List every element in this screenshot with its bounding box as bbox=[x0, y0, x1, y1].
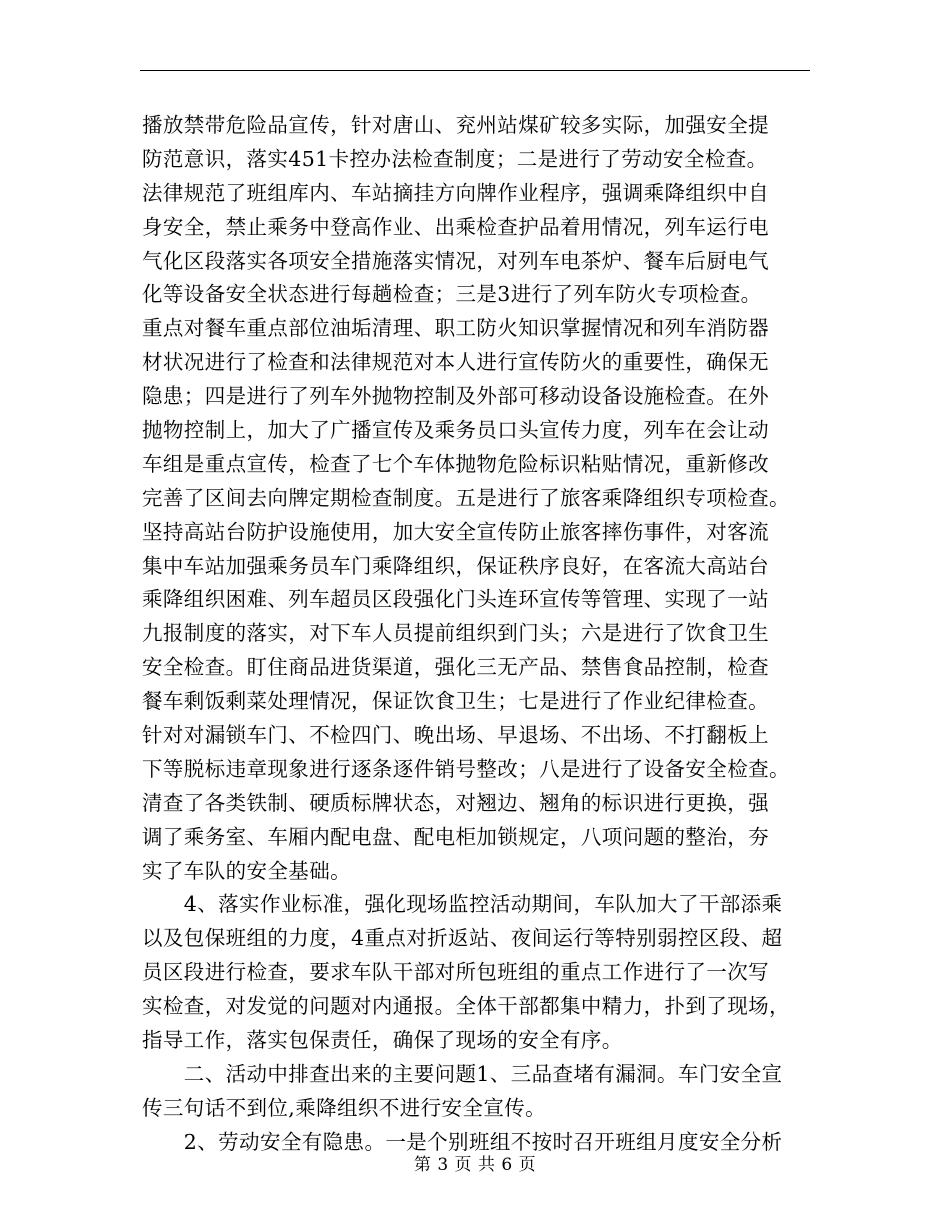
text-line: 实检查，对发觉的问题对内通报。全体干部都集中精力，扑到了现场， bbox=[142, 994, 790, 1019]
text-line: 身安全，禁止乘务中登高作业、出乘检查护品着用情况，列车运行电 bbox=[142, 214, 769, 239]
document-body bbox=[142, 109, 814, 1160]
text-line: 乘降组织困难、列车超员区段强化门头连环宣传等管理、实现了一站 bbox=[142, 587, 769, 612]
text-line: 气化区段落实各项安全措施落实情况，对列车电茶炉、餐车后厨电气 bbox=[142, 248, 769, 273]
text-line: 以及包保班组的力度，4重点对折返站、夜间运行等特别弱控区段、超 bbox=[142, 926, 783, 951]
text-line: 安全检查。盯住商品进货渠道，强化三无产品、禁售食品控制，检查 bbox=[142, 655, 769, 680]
text-line: 2、劳动安全有隐患。一是个别班组不按时召开班组月度安全分析 bbox=[142, 1129, 783, 1154]
text-line: 二、活动中排查出来的主要问题1、三品查堵有漏洞。车门安全宣 bbox=[142, 1061, 783, 1086]
text-line: 餐车剩饭剩菜处理情况，保证饮食卫生；七是进行了作业纪律检查。 bbox=[142, 689, 769, 714]
text-line: 法律规范了班组库内、车站摘挂方向牌作业程序，强调乘降组织中自 bbox=[142, 180, 769, 205]
text-line: 车组是重点宣传，检查了七个车体抛物危险标识粘贴情况，重新修改 bbox=[142, 451, 769, 476]
text-line: 化等设备安全状态进行每趟检查；三是3进行了列车防火专项检查。 bbox=[142, 282, 762, 307]
page-number: 第 3 页 共 6 页 bbox=[413, 1155, 537, 1175]
text-line: 员区段进行检查，要求车队干部对所包班组的重点工作进行了一次写 bbox=[142, 960, 769, 985]
text-line: 集中车站加强乘务员车门乘降组织，保证秩序良好，在客流大高站台 bbox=[142, 553, 769, 578]
text-line: 完善了区间去向牌定期检查制度。五是进行了旅客乘降组织专项检查。 bbox=[142, 485, 790, 510]
text-line: 重点对餐车重点部位油垢清理、职工防火知识掌握情况和列车消防器 bbox=[142, 316, 769, 341]
text-line: 材状况进行了检查和法律规范对本人进行宣传防火的重要性，确保无 bbox=[142, 350, 769, 375]
text-line: 4、落实作业标准，强化现场监控活动期间，车队加大了干部添乘 bbox=[142, 892, 783, 917]
text-line: 播放禁带危险品宣传，针对唐山、兖州站煤矿较多实际，加强安全提 bbox=[142, 113, 769, 137]
text-line: 实了车队的安全基础。 bbox=[142, 858, 351, 883]
text-line: 防范意识，落实451卡控办法检查制度；二是进行了劳动安全检查。 bbox=[142, 146, 768, 171]
text-line: 调了乘务室、车厢内配电盘、配电柜加锁规定，八项问题的整治，夯 bbox=[142, 824, 769, 849]
header-rule bbox=[140, 70, 810, 71]
text-line: 下等脱标违章现象进行逐条逐件销号整改；八是进行了设备安全检查。 bbox=[142, 756, 790, 781]
text-line: 坚持高站台防护设施使用，加大安全宣传防止旅客摔伤事件，对客流 bbox=[142, 519, 769, 544]
text-line: 抛物控制上，加大了广播宣传及乘务员口头宣传力度，列车在会让动 bbox=[142, 418, 769, 443]
text-line: 指导工作，落实包保责任，确保了现场的安全有序。 bbox=[142, 1028, 623, 1053]
text-line: 清查了各类铁制、硬质标牌状态，对翘边、翘角的标识进行更换，强 bbox=[142, 790, 769, 815]
text-line: 针对对漏锁车门、不检四门、晚出场、早退场、不出场、不打翻板上 bbox=[142, 723, 769, 748]
text-line: 隐患；四是进行了列车外抛物控制及外部可移动设备设施检查。在外 bbox=[142, 384, 769, 409]
text-line: 九报制度的落实，对下车人员提前组织到门头；六是进行了饮食卫生 bbox=[142, 621, 769, 646]
text-line: 传三句话不到位,乘降组织不进行安全宣传。 bbox=[142, 1095, 547, 1120]
